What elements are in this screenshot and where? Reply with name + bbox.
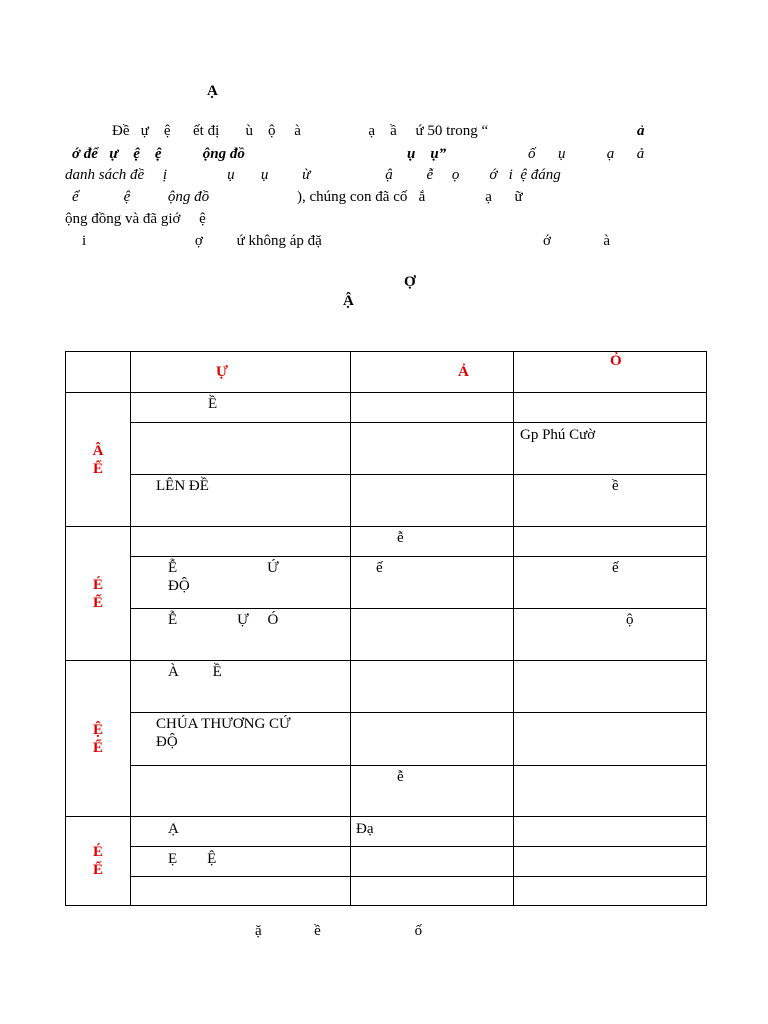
table-cell xyxy=(514,877,707,906)
paragraph-line-2-bold-b: ụ ụ” xyxy=(407,146,447,162)
table-row xyxy=(66,527,707,557)
header-cell: Ả xyxy=(351,352,514,393)
group-side-label: É Ể xyxy=(66,817,131,906)
paragraph-line-1: Đề ự ệ ết đị ù ộ à ạ ầ ứ 50 trong “ xyxy=(112,123,489,139)
table-cell xyxy=(131,877,351,906)
table-cell xyxy=(351,877,514,906)
table-cell: ế xyxy=(514,557,707,609)
table-row xyxy=(66,847,707,877)
table-cell: Ễ Ự Ó xyxy=(131,609,351,661)
table-cell: À Ề xyxy=(131,661,351,713)
table-cell xyxy=(514,713,707,766)
table-cell xyxy=(351,423,514,475)
table-cell xyxy=(514,847,707,877)
schedule-table xyxy=(65,351,707,906)
table-cell xyxy=(514,817,707,847)
table-cell: Gp Phú Cườ xyxy=(514,423,707,475)
table-cell: Ẹ Ệ xyxy=(131,847,351,877)
paragraph-line-3: danh sách đề ị ụ ụ ừ ậ ễ ọ ớ i ệ đáng xyxy=(65,167,561,183)
table-cell: Ễ Ứ ĐỘ xyxy=(131,557,351,609)
table-cell: ề xyxy=(514,475,707,527)
paragraph-line-6-end: ớ à xyxy=(543,233,611,249)
table-cell xyxy=(131,527,351,557)
title-line-1: Ợ xyxy=(404,274,416,290)
table-cell xyxy=(351,609,514,661)
table-cell xyxy=(351,475,514,527)
table-row xyxy=(66,713,707,766)
paragraph-line-1-end: ả xyxy=(637,123,645,139)
group-side-label: Ệ Ể xyxy=(66,661,131,817)
group-side-label: Â Ể xyxy=(66,393,131,527)
paragraph-line-2-bold: ớ để ự ệ ệ ộng đồ xyxy=(72,146,245,162)
group-side-label: É Ể xyxy=(66,527,131,661)
table-cell xyxy=(131,766,351,817)
table-cell: Ạ xyxy=(131,817,351,847)
table-cell: LÊN ĐỀ xyxy=(131,475,351,527)
table-cell: CHÚA THƯƠNG CỨ ĐỘ xyxy=(131,713,351,766)
table-row xyxy=(66,609,707,661)
table-cell: Đạ xyxy=(351,817,514,847)
header-cell: Ỏ xyxy=(514,352,707,393)
table-row xyxy=(66,817,707,847)
paragraph-line-6: i ợ ứ không áp đặ xyxy=(82,233,322,249)
paragraph-line-4: ), chúng con đã cố ắ ạ ữ xyxy=(297,189,523,205)
paragraph-line-2-tail: ố ụ ạ ả xyxy=(528,146,645,162)
document-heading: Ạ xyxy=(207,83,218,99)
table-row xyxy=(66,557,707,609)
table-cell: ễ xyxy=(351,766,514,817)
table-cell: ộ xyxy=(514,609,707,661)
table-row xyxy=(66,661,707,713)
table-header-row xyxy=(66,352,707,393)
table-row xyxy=(66,393,707,423)
table-cell xyxy=(514,766,707,817)
paragraph-line-4-italic: ể ệ ộng đồ xyxy=(72,189,210,205)
table-cell xyxy=(351,713,514,766)
header-blank-cell xyxy=(66,352,131,393)
paragraph-line-5: ộng đồng và đã giớ ệ xyxy=(65,211,206,227)
header-cell: Ự xyxy=(131,352,351,393)
table-cell xyxy=(351,661,514,713)
table-cell: ễ xyxy=(351,527,514,557)
table-cell xyxy=(351,847,514,877)
table-cell: Ề xyxy=(131,393,351,423)
table-row xyxy=(66,475,707,527)
table-cell xyxy=(514,527,707,557)
table-cell xyxy=(351,393,514,423)
table-row xyxy=(66,423,707,475)
table-cell xyxy=(514,661,707,713)
table-row xyxy=(66,766,707,817)
table-cell: ế xyxy=(351,557,514,609)
title-line-2: Ậ xyxy=(343,293,354,309)
footer-line: ặ ề ố xyxy=(255,923,423,939)
table-row xyxy=(66,877,707,906)
table-cell xyxy=(514,393,707,423)
table-cell xyxy=(131,423,351,475)
